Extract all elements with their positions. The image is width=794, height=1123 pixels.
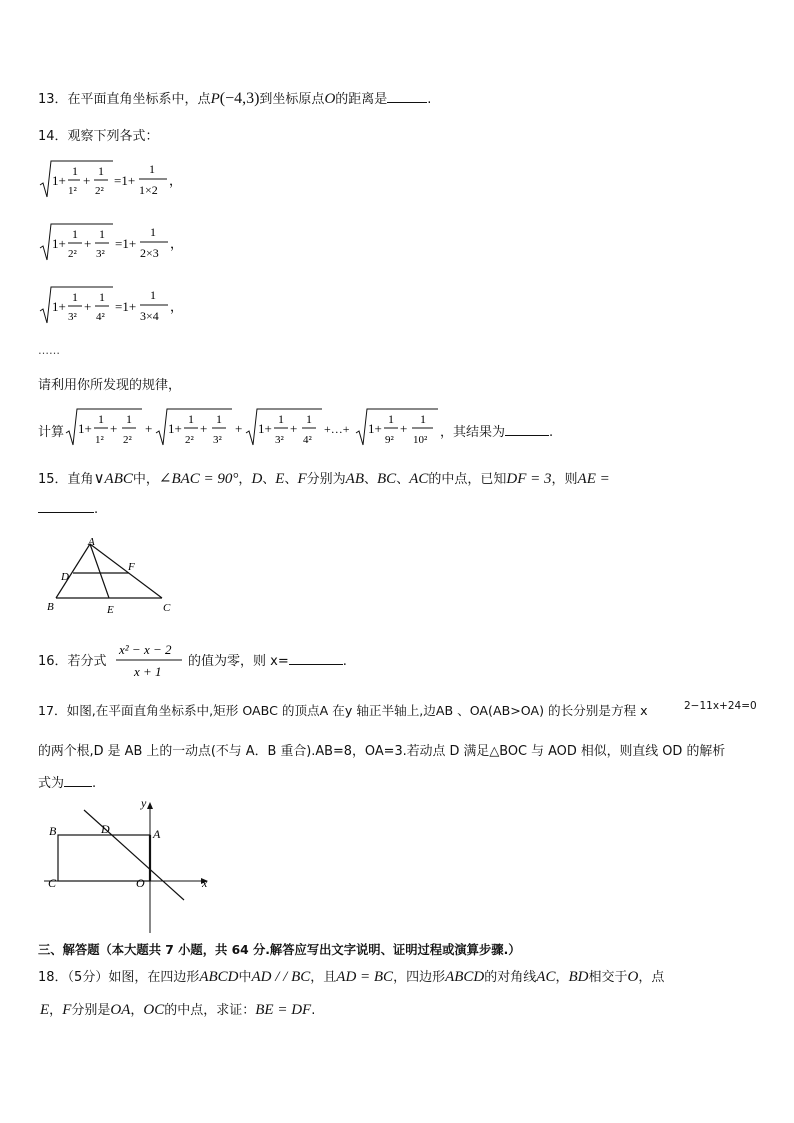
- q13-point-coords: (−4,3): [219, 90, 260, 107]
- section3-title: 三、解答题: [38, 943, 100, 957]
- eq2-plus: +: [84, 236, 92, 251]
- calc-plus-2: +: [235, 421, 243, 436]
- q18-t6: ，点: [638, 970, 665, 985]
- eq1-rhs-num: 1: [149, 162, 155, 176]
- q17-answer-blank[interactable]: [64, 774, 92, 787]
- q17-y-arrow-icon: [147, 802, 153, 809]
- eq2-rhs-den: 2×3: [140, 246, 159, 260]
- q18-sep2: ，: [130, 1003, 144, 1018]
- q15-sep4: 、: [396, 472, 410, 487]
- q18-t1: 中: [238, 970, 252, 985]
- q17-line3: [38, 772, 96, 791]
- q14-end: .: [549, 425, 554, 440]
- eq1-plus: +: [83, 173, 91, 188]
- q18-parallel: AD / / BC: [251, 969, 311, 985]
- calc-last-num1: 1: [388, 412, 394, 426]
- q17-fig-C: C: [48, 876, 57, 890]
- q14-hint: 请利用你所发现的规律，: [38, 378, 182, 393]
- q18-line1: [38, 966, 664, 986]
- calc-t1-one-plus: 1+: [78, 421, 92, 436]
- q17-line3-text: 式为: [38, 776, 65, 791]
- q14-intro: 观察下列各式：: [67, 129, 159, 144]
- calc-t3-den2: 4²: [303, 434, 312, 446]
- eq1-den1: 1²: [68, 185, 77, 197]
- q18-t2: ，且: [310, 970, 337, 985]
- eq2-den2: 3²: [96, 248, 105, 260]
- q15-t1: 直角: [67, 472, 94, 487]
- q18-t5: 相交于: [588, 970, 628, 985]
- q16-end: .: [342, 654, 347, 669]
- eq2-num2: 1: [99, 227, 105, 241]
- q15-t2: 中，: [132, 472, 159, 487]
- eq1-num2: 1: [98, 164, 104, 178]
- section3-heading: [38, 940, 521, 958]
- q17-fig-A: A: [153, 827, 161, 841]
- eq2-one-plus: 1+: [52, 236, 66, 251]
- q15-sep3: 、: [364, 472, 378, 487]
- calc-last-plus: +: [400, 421, 408, 436]
- q15-D: D: [251, 471, 263, 487]
- q13-end: .: [427, 92, 432, 107]
- eq3-plus: +: [84, 299, 92, 314]
- q15-t3: ，: [238, 472, 252, 487]
- q18-t8: 的中点，求证：: [164, 1003, 256, 1018]
- q13-text-c: 的距离是: [335, 92, 388, 107]
- q14-equation-2: [38, 220, 198, 264]
- q18-goal: BE = DF: [255, 1002, 312, 1018]
- q17-line1b: 2−11x+24=0: [684, 700, 757, 712]
- q16-tail: [188, 650, 347, 669]
- calc-last-den2: 10²: [413, 434, 428, 446]
- eq3-rhs-num: 1: [150, 288, 156, 302]
- q14-equation-1: [38, 157, 198, 201]
- q13-text-b: 到坐标原点: [259, 92, 325, 107]
- calc-t2-num1: 1: [188, 412, 194, 426]
- q15-t5: 的中点，已知: [428, 472, 507, 487]
- q14-number: 14．: [38, 129, 68, 144]
- q17-fig-D: D: [101, 822, 110, 836]
- q15-answer-blank[interactable]: [38, 500, 94, 513]
- q15-t6: ，则: [551, 472, 578, 487]
- section3-note: （本大题共 7 小题，共 64 分.解答应写出文字说明、证明过程或演算步骤.）: [99, 943, 521, 957]
- q15-fig-E: E: [107, 604, 114, 615]
- calc-t3-den1: 3²: [275, 434, 284, 446]
- calc-last-one-plus: 1+: [368, 421, 382, 436]
- q15-t4: 分别为: [306, 472, 346, 487]
- calc-t2-one-plus: 1+: [168, 421, 182, 436]
- q17-fig-x: x: [202, 876, 208, 890]
- q18-ABCD-1: ABCD: [199, 969, 239, 985]
- q15-fig-B: B: [47, 601, 54, 613]
- q17-fig-B: B: [49, 824, 57, 838]
- eq2-rhs-num: 1: [150, 225, 156, 239]
- eq3-one-plus: 1+: [52, 299, 66, 314]
- eq1-end: ，: [169, 173, 183, 188]
- q13-number: 13．: [38, 92, 68, 107]
- q18-t3: ，四边形: [393, 970, 446, 985]
- calc-t2-plus: +: [200, 421, 208, 436]
- eq3-num2: 1: [99, 290, 105, 304]
- q15-DF: DF = 3: [506, 471, 552, 487]
- q18-ABCD-2: ABCD: [445, 969, 485, 985]
- calc-t1-num1: 1: [98, 412, 104, 426]
- calc-t3-one-plus: 1+: [258, 421, 272, 436]
- eq3-den1: 3²: [68, 311, 77, 323]
- q18-F: F: [62, 1002, 72, 1018]
- q17-end: .: [92, 776, 97, 791]
- q16-t1: 若分式: [67, 654, 107, 669]
- q17-fig-O: O: [136, 876, 145, 890]
- eq3-rhs-den: 3×4: [140, 309, 159, 323]
- q15-fig-A: A: [88, 536, 95, 548]
- calc-t2-den2: 3²: [213, 434, 222, 446]
- q15-line: [38, 468, 610, 488]
- calc-last-num2: 1: [420, 412, 426, 426]
- q18-sep1: ，: [49, 1003, 63, 1018]
- q17-rectangle: [58, 835, 150, 881]
- calc-t3-num1: 1: [278, 412, 284, 426]
- calc-t3-plus: +: [290, 421, 298, 436]
- q16-numerator: x² − x − 2: [119, 642, 172, 657]
- q15-seg-AC: [90, 544, 162, 598]
- q15-number: 15．: [38, 472, 68, 487]
- q15-AB: AB: [345, 471, 364, 487]
- q18-OC: OC: [143, 1002, 165, 1018]
- q14-answer-blank[interactable]: [505, 423, 549, 436]
- q18-line2: [40, 999, 315, 1019]
- q15-fig-F: F: [128, 561, 135, 573]
- q18-end: .: [311, 1003, 316, 1018]
- q16-fraction: [112, 638, 186, 682]
- q13-line: [38, 88, 431, 108]
- q17-line-OD: [84, 810, 184, 900]
- q18-BD: BD: [568, 969, 589, 985]
- q15-F: F: [297, 471, 307, 487]
- q13-origin-label: O: [324, 91, 336, 107]
- q15-fig-D: D: [61, 571, 69, 583]
- calc-last-den1: 9²: [385, 434, 394, 446]
- q15-fig-C: C: [163, 602, 171, 614]
- q18-comma: ，: [555, 970, 569, 985]
- eq2-rhs: =1+: [115, 236, 137, 251]
- q15-seg-AE: [90, 544, 109, 598]
- calc-t1-plus: +: [110, 421, 118, 436]
- eq2-num1: 1: [72, 227, 78, 241]
- q14-result-label: ，其结果为: [440, 425, 506, 440]
- q14-result-line: [440, 421, 553, 440]
- q18-E: E: [40, 1002, 50, 1018]
- q15-end: .: [94, 502, 99, 517]
- eq2-den1: 2²: [68, 248, 77, 260]
- q18-OA: OA: [110, 1002, 131, 1018]
- q16-number: 16．: [38, 654, 68, 669]
- q15-AE: AE =: [577, 471, 610, 487]
- q18-line1a: 18．（5分）如图，在四边形: [38, 970, 200, 985]
- eq3-den2: 4²: [96, 311, 105, 323]
- calc-t2-den1: 2²: [185, 434, 194, 446]
- q18-O: O: [627, 969, 639, 985]
- calc-t3-num2: 1: [306, 412, 312, 426]
- q18-AC: AC: [536, 969, 556, 985]
- q15-sep1: 、: [262, 472, 276, 487]
- q16-lead: [38, 650, 107, 669]
- calc-t1-den1: 1²: [95, 434, 104, 446]
- eq3-num1: 1: [72, 290, 78, 304]
- eq3-rhs: =1+: [115, 299, 137, 314]
- calc-plus-1: +: [145, 421, 153, 436]
- q14-ellipsis: ……: [38, 344, 60, 357]
- q15-answer-line: [38, 500, 98, 517]
- q17-line2: 的两个根,D 是 AB 上的一动点(不与 A．B 重合).AB=8，OA=3.若动点 D 满足△BOC 与 AOD 相似，则直线 OD 的解析: [38, 744, 726, 759]
- q15-E: E: [275, 471, 285, 487]
- q17-figure: [44, 795, 214, 935]
- q16-answer-blank[interactable]: [289, 652, 343, 665]
- eq1-den2: 2²: [95, 185, 104, 197]
- eq1-num1: 1: [72, 164, 78, 178]
- q15-angle: ∠BAC = 90°: [158, 471, 239, 487]
- q17-line1a: 17．如图,在平面直角坐标系中,矩形 OABC 的顶点A 在y 轴正半轴上,边AB 、OA(AB>OA) 的长分别是方程 x: [38, 703, 648, 718]
- q15-sep2: 、: [284, 472, 298, 487]
- eq1-rhs: =1+: [114, 173, 136, 188]
- q16-t2: 的值为零，则 x=: [188, 654, 289, 669]
- q15-triangle: ∨ABC: [93, 471, 133, 487]
- q17-line1: [38, 700, 648, 719]
- q17-fig-y: y: [141, 796, 147, 810]
- eq3-end: ，: [170, 299, 184, 314]
- q18-t7: 分别是: [71, 1003, 111, 1018]
- q13-text-a: 在平面直角坐标系中，点: [67, 92, 211, 107]
- q16-denominator: x + 1: [134, 664, 162, 679]
- q18-t4: 的对角线: [484, 970, 537, 985]
- calc-t1-num2: 1: [126, 412, 132, 426]
- q18-equal: AD = BC: [336, 969, 394, 985]
- q15-AC: AC: [409, 471, 429, 487]
- q15-figure: [44, 535, 184, 615]
- calc-t1-den2: 2²: [123, 434, 132, 446]
- q13-answer-blank[interactable]: [387, 90, 427, 103]
- calc-t2-num2: 1: [216, 412, 222, 426]
- q14-calc-label: 计算: [38, 425, 65, 440]
- q13-point-label: P: [210, 91, 220, 107]
- q14-equation-3: [38, 283, 198, 327]
- eq2-end: ，: [170, 236, 184, 251]
- eq1-one-plus: 1+: [52, 173, 66, 188]
- calc-dots: +…+: [324, 422, 350, 436]
- q14-intro-line: [38, 125, 159, 144]
- eq1-rhs-den: 1×2: [139, 183, 158, 197]
- q15-BC: BC: [377, 471, 397, 487]
